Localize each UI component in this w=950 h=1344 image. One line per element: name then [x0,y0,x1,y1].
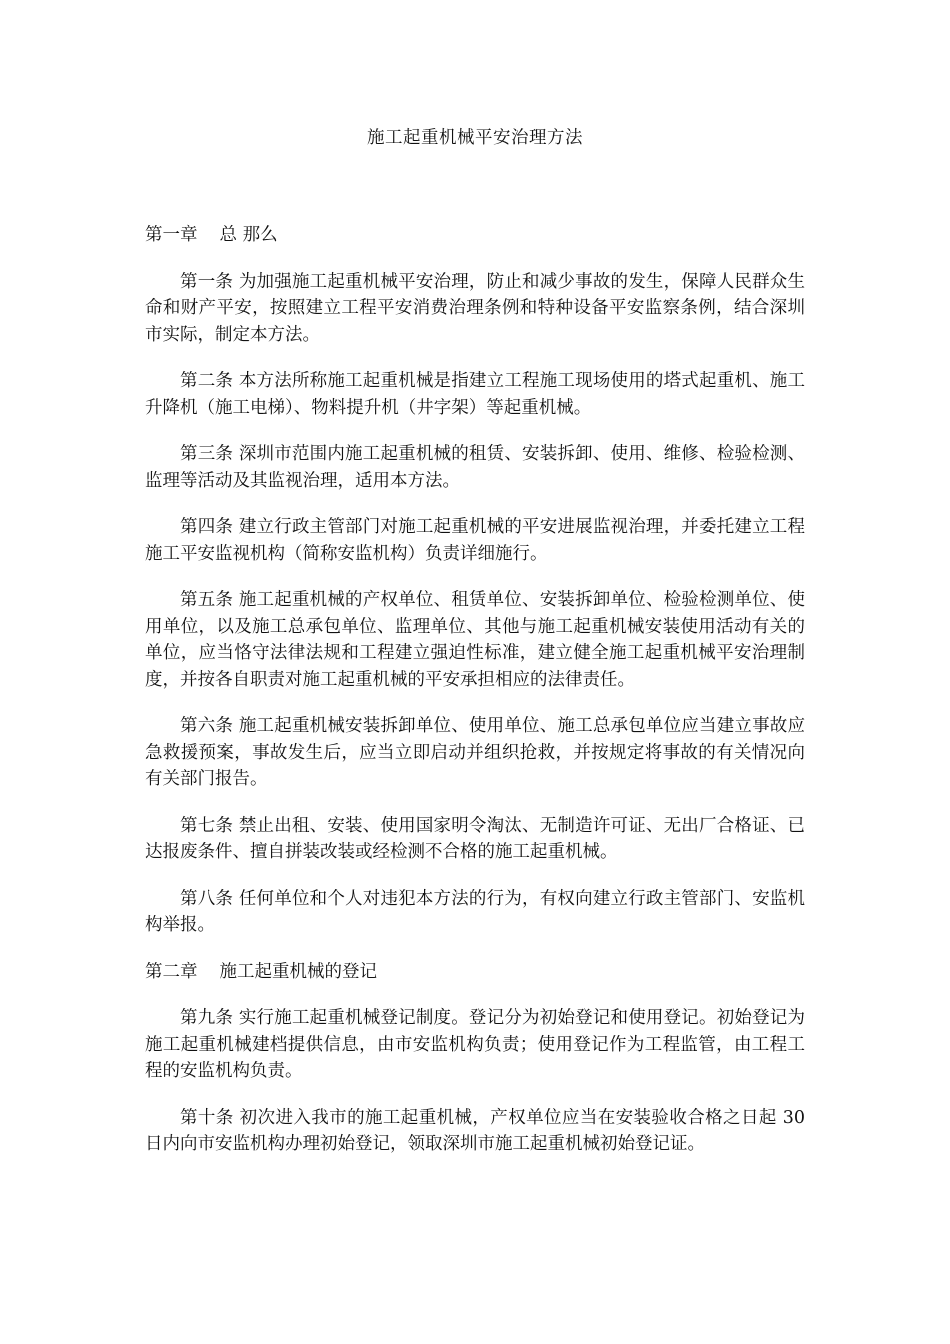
article-paragraph: 第五条 施工起重机械的产权单位、租赁单位、安装拆卸单位、检验检测单位、使用单位，以及施工总承包单位、监理单位、其他与施工起重机械安装使用活动有关的单位，应当恪守法律法规和工程建立强迫性标准，建立健全施工起重机械平安治理制度，并按各自职责对施工起重机械的平安承担相应的法律责任。 [145,590,805,690]
article-paragraph: 第四条 建立行政主管部门对施工起重机械的平安进展监视治理，并委托建立工程施工平安监视机构（简称安监机构）负责详细施行。 [145,517,805,564]
document-body [145,222,805,1178]
article-paragraph: 第一条 为加强施工起重机械平安治理，防止和减少事故的发生，保障人民群众生命和财产平安，按照建立工程平安消费治理条例和特种设备平安监察条例，结合深圳市实际，制定本方法。 [145,271,805,345]
chapter-name: 总 那么 [219,225,278,245]
document-title: 施工起重机械平安治理方法 [367,128,583,148]
article-paragraph: 第九条 实行施工起重机械登记制度。登记分为初始登记和使用登记。初始登记为施工起重机械建档提供信息，由市安监机构负责；使用登记作为工程监管，由工程工程的安监机构负责。 [145,1008,805,1081]
article-paragraph: 第八条 任何单位和个人对违犯本方法的行为，有权向建立行政主管部门、安监机构举报。 [145,888,805,935]
article-paragraph: 第十条 初次进入我市的施工起重机械，产权单位应当在安装验收合格之日起 30 日内向市安监机构办理初始登记，领取深圳市施工起重机械初始登记证。 [145,1107,805,1154]
chapter-heading-1 [145,222,805,249]
chapter-name: 施工起重机械的登记 [219,961,377,982]
article-paragraph: 第六条 施工起重机械安装拆卸单位、使用单位、施工总承包单位应当建立事故应急救援预案，事故发生后，应当立即启动并组织抢救，并按规定将事故的有关情况向有关部门报告。 [145,716,805,789]
chapter-number: 第一章 [145,225,198,245]
article-paragraph: 第七条 禁止出租、安装、使用国家明令淘汰、无制造许可证、无出厂合格证、已达报废条件、擅自拼装改装或经检测不合格的施工起重机械。 [145,815,805,862]
chapter-number: 第二章 [145,961,198,982]
article-paragraph: 第二条 本方法所称施工起重机械是指建立工程施工现场使用的塔式起重机、施工升降机（施工电梯）、物料提升机（井字架）等起重机械。 [145,371,805,418]
article-paragraph: 第三条 深圳市范围内施工起重机械的租赁、安装拆卸、使用、维修、检验检测、监理等活动及其监视治理，适用本方法。 [145,444,805,491]
chapter-heading-2 [145,959,805,986]
